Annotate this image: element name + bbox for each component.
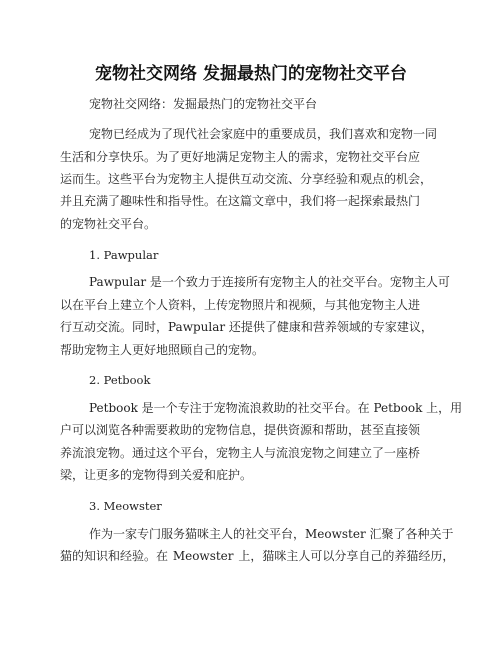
section-line: Pawpular 是一个致力于连接所有宠物主人的社交平台。宠物主人可 [89, 275, 450, 289]
section-line: 帮助宠物主人更好地照顾自己的宠物。 [60, 343, 265, 357]
intro-line: 并且充满了趣味性和指导性。在这篇文章中，我们将一起探索最热门 [60, 194, 421, 208]
section-heading-petbook: 2. Petbook [89, 373, 151, 387]
intro-line: 生活和分享快乐。为了更好地满足宠物主人的需求，宠物社交平台应 [60, 150, 421, 164]
intro-line: 宠物已经成为了现代社会家庭中的重要成员，我们喜欢和宠物一同 [89, 127, 438, 141]
section-line: Petbook 是一个专注于宠物流浪救助的社交平台。在 Petbook 上，用 [89, 401, 463, 415]
section-heading-meowster: 3. Meowster [89, 499, 162, 513]
section-line: 猫的知识和经验。在 Meowster 上，猫咪主人可以分享自己的养猫经历， [60, 549, 455, 563]
section-heading-pawpular: 1. Pawpular [89, 248, 159, 262]
section-line: 作为一家专门服务猫咪主人的社交平台，Meowster 汇聚了各种关于 [89, 527, 454, 541]
intro-line: 运而生。这些平台为宠物主人提供互动交流、分享经验和观点的机会， [60, 172, 433, 186]
section-line: 以在平台上建立个人资料，上传宠物照片和视频，与其他宠物主人进 [60, 298, 421, 312]
section-line: 梁，让更多的宠物得到关爱和庇护。 [60, 468, 253, 482]
section-line: 行互动交流。同时，Pawpular 还提供了健康和营养领域的专家建议， [60, 320, 433, 334]
section-line: 户可以浏览各种需要救助的宠物信息，提供资源和帮助，甚至直接领 [60, 423, 421, 437]
intro-line: 的宠物社交平台。 [60, 217, 157, 231]
subtitle: 宠物社交网络：发掘最热门的宠物社交平台 [89, 97, 318, 111]
section-line: 养流浪宠物。通过这个平台，宠物主人与流浪宠物之间建立了一座桥 [60, 446, 421, 460]
document-title: 宠物社交网络 发掘最热门的宠物社交平台 [95, 64, 407, 84]
